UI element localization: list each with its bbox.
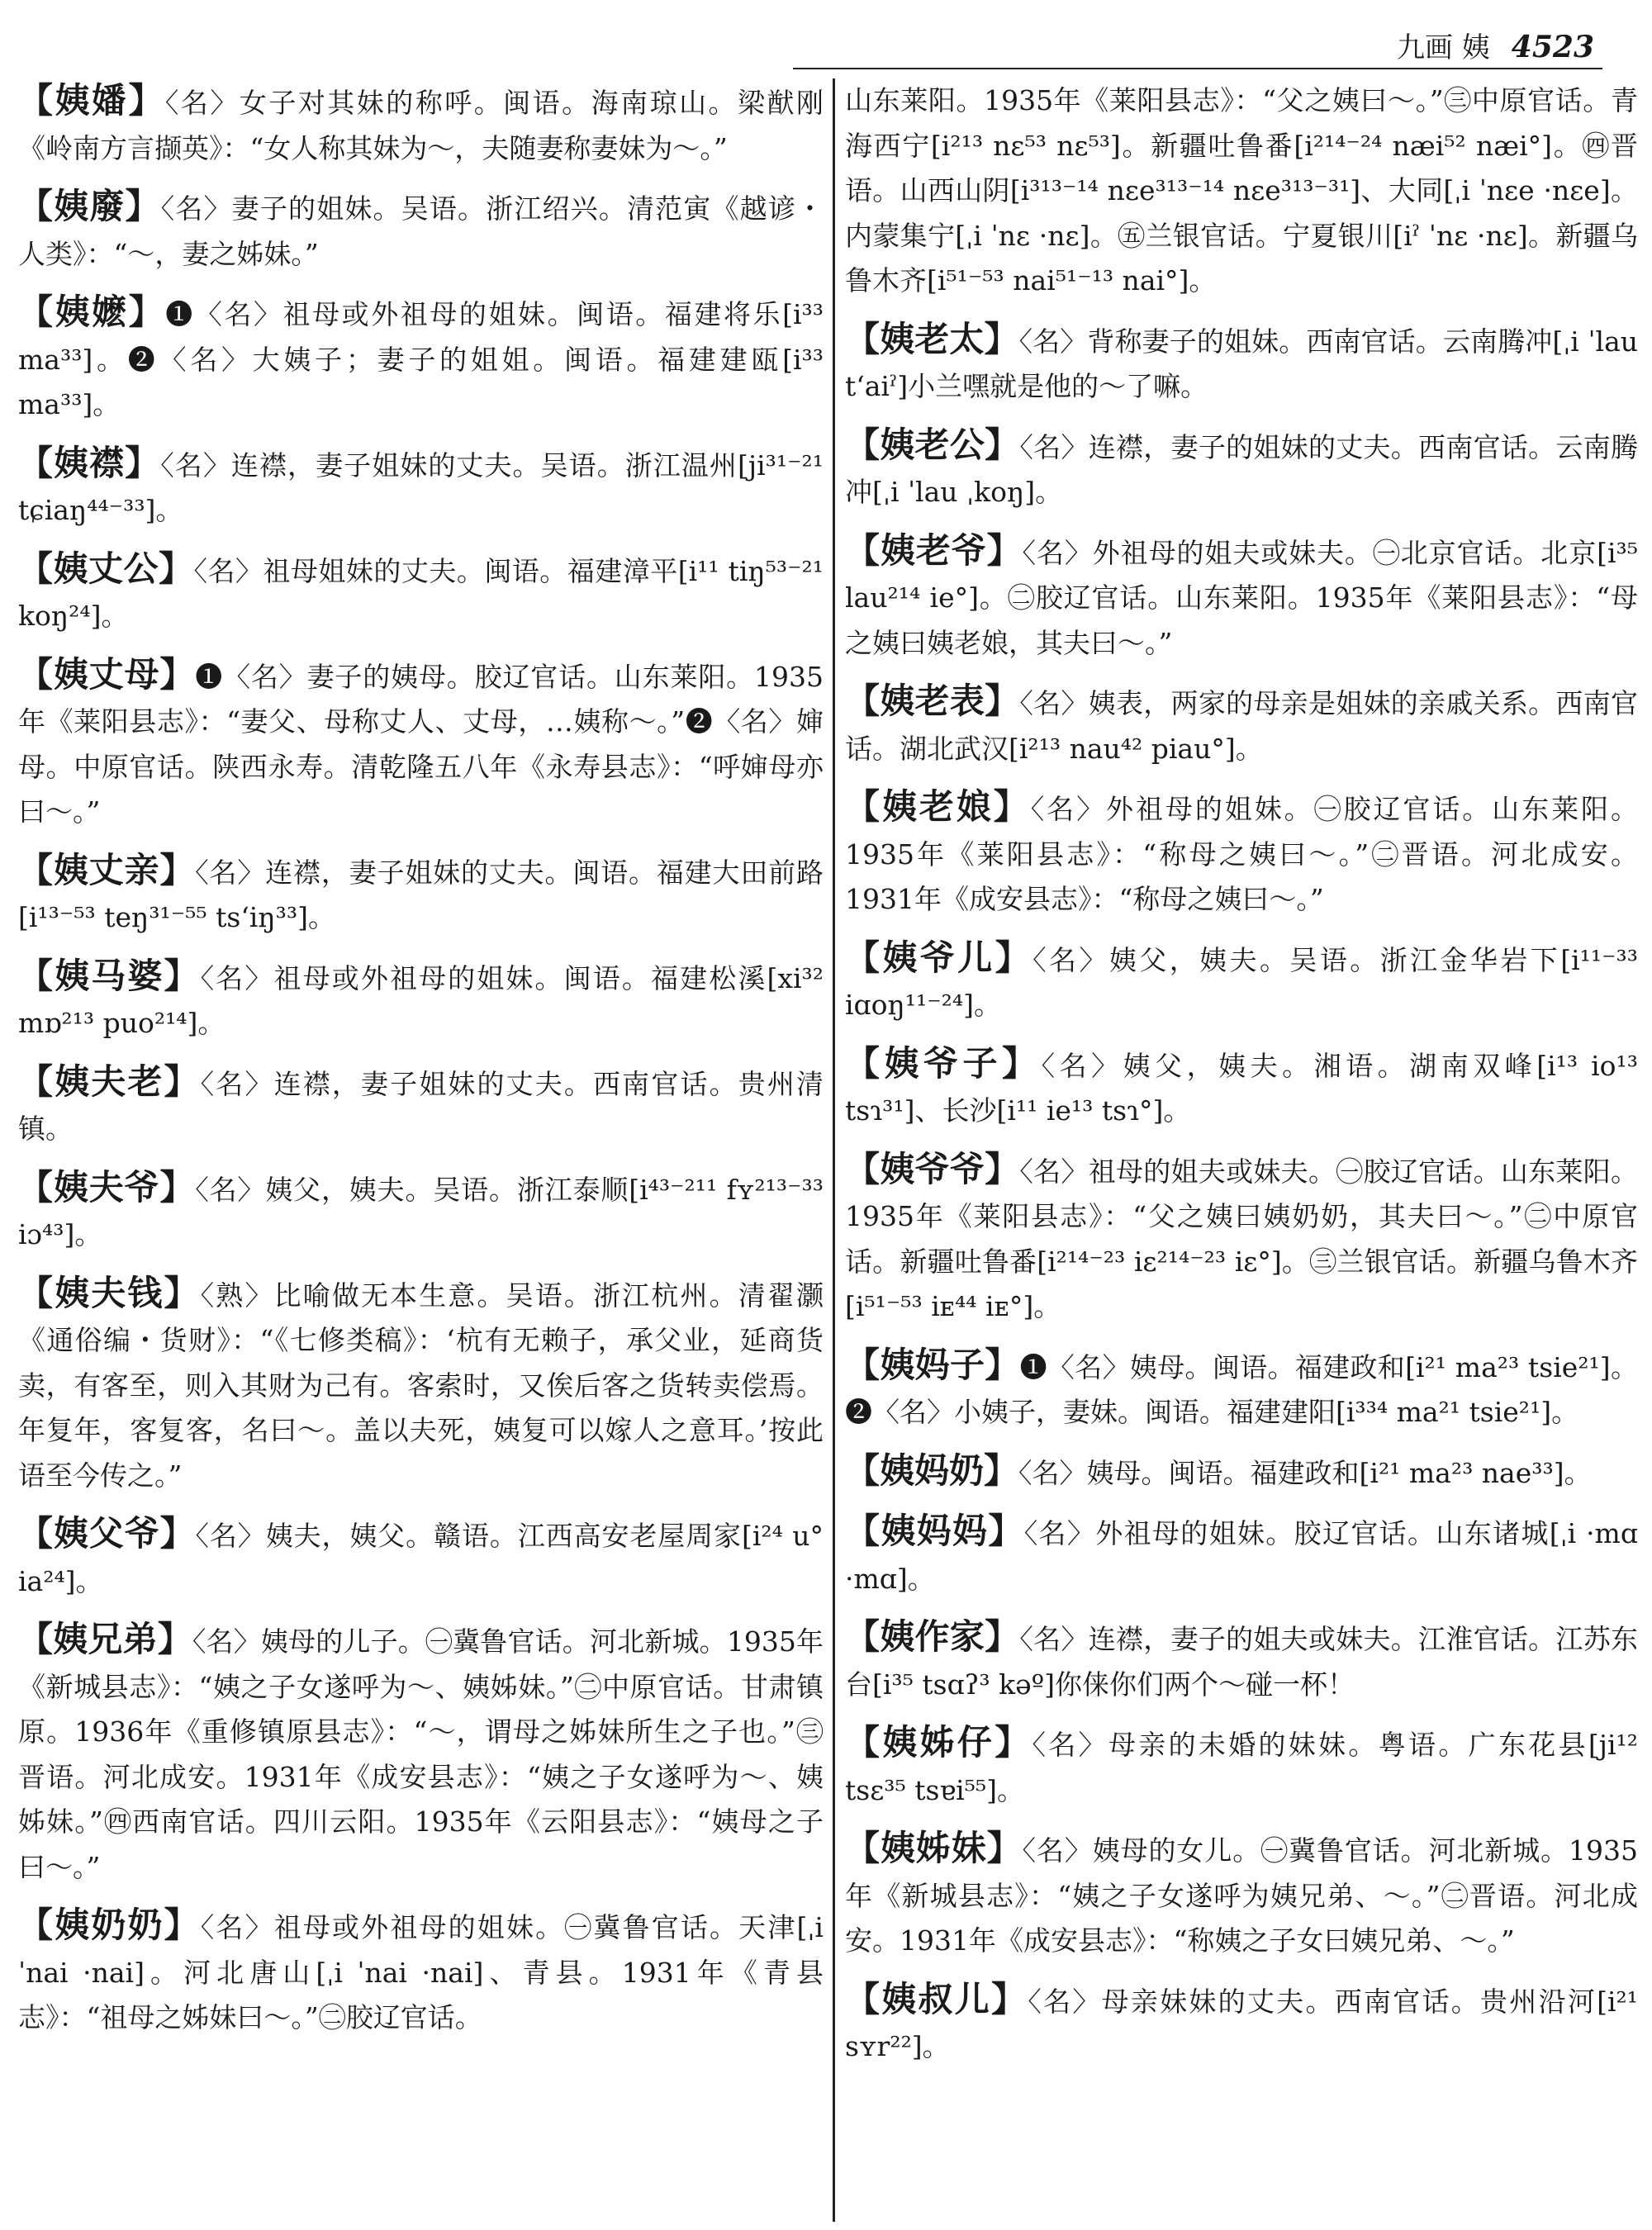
entry-headword: 【姨夫爷】 [18, 1166, 196, 1208]
dictionary-entry [845, 1041, 1638, 1134]
page-number: 4523 [1511, 30, 1594, 64]
entry-headword: 【姨妈子】 [845, 1344, 1020, 1385]
entry-definition: 〈名〉祖母的姐夫或妹夫。㊀胶辽官话。山东莱阳。1935年《莱阳县志》：“父之姨曰姨奶奶，其夫曰～。”㊁中原官话。新疆吐鲁番[i²¹⁴⁻²³ iɛ²¹⁴⁻²³ iɛ°]。㊂兰银官话。新疆乌鲁木齐[i⁵¹⁻⁵³ iᴇ⁴⁴ iᴇ°]。 [845, 1155, 1638, 1322]
entry-definition: 〈名〉姨母。闽语。福建政和[i²¹ ma²³ nae³³]。 [1018, 1456, 1592, 1489]
entry-headword: 【姨老表】 [845, 681, 1020, 721]
dictionary-entry [18, 1060, 824, 1152]
entry-headword: 【姨襟】 [18, 442, 161, 483]
entry-definition: 山东莱阳。1935年《莱阳县志》：“父之姨曰～。”㊂中原官话。青海西宁[i²¹³ nɛ⁵³ nɛ⁵³]。新疆吐鲁番[i²¹⁴⁻²⁴ næi⁵² næi°]。㊃晋语。山西山阴[i³¹³⁻¹⁴ nɛe³¹³⁻¹⁴ nɛe³¹³⁻³¹]、大同[ˌi ˈnɛe ·nɛe]。内蒙集宁[ˌi ˈnɛ ·nɛ]。㊄兰银官话。宁夏银川[iˀ ˈnɛ ·nɛ]。新疆乌鲁木齐[i⁵¹⁻⁵³ nai⁵¹⁻¹³ nai°]。 [845, 84, 1638, 297]
dictionary-entry [845, 1449, 1638, 1497]
entry-headword: 【姨老公】 [845, 424, 1020, 465]
header-rule [793, 68, 1602, 69]
dictionary-entry [18, 78, 824, 171]
entry-definition: 〈名〉姨母的儿子。㊀冀鲁官话。河北新城。1935年《新城县志》：“姨之子女遂呼为～、姨姊妹。”㊁中原官话。甘肃镇原。1936年《重修镇原县志》：“～，谓母之姊妹所生之子也。”㊂晋语。河北成安。1931年《成安县志》：“姨之子女遂呼为～、姨姊妹。”㊃西南官话。四川云阳。1935年《云阳县志》：“姨母之子曰～。” [18, 1625, 824, 1883]
dictionary-entry [845, 785, 1638, 923]
entry-definition: 〈名〉连襟，妻子姐妹的丈夫。西南官话。贵州清镇。 [18, 1067, 824, 1145]
entry-headword: 【姨老爷】 [845, 529, 1023, 571]
dictionary-entry [845, 1977, 1638, 2070]
entry-definition: 〈名〉连襟，妻子姐妹的丈夫。闽语。福建大田前路[i¹³⁻⁵³ teŋ³¹⁻⁵⁵ ts‘iŋ³³]。 [18, 856, 824, 933]
entry-definition: 〈名〉祖母或外祖母的姐妹。㊀冀鲁官话。天津[ˌi ˈnai ·nai]。河北唐山[ˌi ˈnai ·nai]、青县。1931年《青县志》：“祖母之姊妹曰～。”㊁胶辽官话。 [18, 1911, 824, 2033]
entry-definition: ❶〈名〉妻子的姨母。胶辽官话。山东莱阳。1935年《莱阳县志》：“妻父、母称丈人、丈母，…姨称～。”❷〈名〉婶母。中原官话。陕西永寿。清乾隆五八年《永寿县志》：“呼婶母亦曰～。” [18, 660, 824, 828]
dictionary-entry [18, 290, 824, 428]
entry-headword: 【姨老太】 [845, 318, 1019, 359]
dictionary-entry [18, 184, 824, 277]
entry-headword: 【姨兄弟】 [18, 1619, 192, 1659]
entry-headword: 【姨妈妈】 [845, 1511, 1024, 1551]
dictionary-entry [18, 1271, 824, 1499]
entry-definition: 〈名〉姨母的女儿。㊀冀鲁官话。河北新城。1935年《新城县志》：“姨之子女遂呼为姨兄弟、～。”㊁晋语。河北成安。1931年《成安县志》：“称姨之子女曰姨兄弟、～。” [845, 1834, 1638, 1957]
entry-headword: 【姨爷儿】 [845, 937, 1033, 978]
entry-headword: 【姨姊妹】 [845, 1828, 1023, 1868]
entry-definition: 〈名〉姨表，两家的母亲是姐妹的亲戚关系。西南官话。湖北武汉[i²¹³ nau⁴² piau°]。 [845, 687, 1638, 765]
dictionary-entry [845, 1343, 1638, 1435]
dictionary-entry [845, 78, 1638, 304]
entry-definition: 〈名〉母亲的未婚的妹妹。粤语。广东花县[ji¹² tsɛ³⁵ tsɐi⁵⁵]。 [845, 1729, 1638, 1806]
dictionary-entry [845, 1826, 1638, 1964]
dictionary-entry [18, 848, 824, 941]
dictionary-entry [18, 547, 824, 639]
dictionary-entry [18, 1165, 824, 1258]
dictionary-entry [845, 423, 1638, 515]
entry-definition: 〈名〉祖母或外祖母的姐妹。闽语。福建松溪[xi³² mɒ²¹³ puo²¹⁴]。 [18, 961, 824, 1039]
entry-definition: 〈名〉背称妻子的姐妹。西南官话。云南腾冲[ˌi ˈlau t‘aiˀ]小兰嘿就是他的～了嘛。 [845, 325, 1638, 402]
entry-definition: 〈名〉外祖母的姐夫或妹夫。㊀北京官话。北京[i³⁵ lau²¹⁴ ie°]。㊁胶辽官话。山东莱阳。1935年《莱阳县志》：“母之姨曰姨老娘，其夫曰～。” [845, 536, 1638, 659]
entry-headword: 【姨丈公】 [18, 548, 194, 589]
entry-definition: 〈名〉姨父，姨夫。吴语。浙江泰顺[i⁴³⁻²¹¹ fʏ²¹³⁻³³ iɔ⁴³]。 [18, 1173, 824, 1250]
column-divider [833, 78, 835, 2222]
entry-definition: 〈名〉连襟，妻子姐妹的丈夫。吴语。浙江温州[ji³¹⁻²¹ tɕiaŋ⁴⁴⁻³³]。 [18, 448, 824, 526]
entry-headword: 【姨叔儿】 [845, 1978, 1028, 2019]
page-header [1397, 25, 1594, 66]
entry-definition: 〈熟〉比喻做无本生意。吴语。浙江杭州。清翟灏《通俗编・货财》：“《七修类稿》：‘杭有无赖子，承父业，延商货卖，有客至，则入其财为己有。客索时，又俟后客之货转卖偿焉。年复年，客复客，名曰～。盖以夫死，姨复可以嫁人之意耳。’按此语至今传之。” [18, 1279, 824, 1492]
entry-definition: 〈名〉姨夫，姨父。赣语。江西高安老屋周家[i²⁴ u° ia²⁴]。 [18, 1520, 824, 1597]
entry-headword: 【姨老娘】 [845, 786, 1031, 827]
entry-headword: 【姨马婆】 [18, 955, 201, 996]
entry-headword: 【姨嬏】 [18, 80, 165, 121]
right-column [845, 78, 1638, 2213]
entry-definition: 〈名〉妻子的姐妹。吴语。浙江绍兴。清范寅《越谚・人类》：“～，妻之姊妹。” [18, 192, 824, 270]
entry-headword: 【姨父爷】 [18, 1513, 196, 1554]
dictionary-entry [845, 1615, 1638, 1707]
entry-headword: 【姨爷子】 [845, 1042, 1042, 1084]
dictionary-entry [18, 1903, 824, 2041]
entry-headword: 【姨奶奶】 [18, 1905, 201, 1945]
dictionary-entry [845, 679, 1638, 771]
dictionary-entry [18, 441, 824, 534]
entry-headword: 【姨廢】 [18, 186, 161, 226]
entry-definition: 〈名〉祖母姐妹的丈夫。闽语。福建漳平[i¹¹ tiŋ⁵³⁻²¹ koŋ²⁴]。 [18, 554, 824, 632]
entry-headword: 【姨夫钱】 [18, 1272, 201, 1313]
entry-headword: 【姨嬷】 [18, 292, 166, 332]
dictionary-entry [18, 954, 824, 1046]
entry-definition: 〈名〉连襟，妻子的姐夫或妹夫。江淮官话。江苏东台[i³⁵ tsɑʔ³ kəº]你俫你们两个～碰一杯！ [845, 1623, 1638, 1701]
entry-definition: 〈名〉外祖母的姐妹。㊀胶辽官话。山东莱阳。1935年《莱阳县志》：“称母之姨曰～。”㊁晋语。河北成安。1931年《成安县志》：“称母之姨曰～。” [845, 793, 1638, 915]
entry-definition: ❶〈名〉祖母或外祖母的姐妹。闽语。福建将乐[i³³ ma³³]。❷〈名〉大姨子；妻子的姐姐。闽语。福建建瓯[i³³ ma³³]。 [18, 298, 824, 420]
entry-headword: 【姨姊仔】 [845, 1722, 1032, 1763]
entry-definition: 〈名〉外祖母的姐妹。胶辽官话。山东诸城[ˌi ·mɑ ·mɑ]。 [845, 1517, 1638, 1595]
section-label: 九画 姨 [1396, 31, 1490, 64]
dictionary-entry [845, 1147, 1638, 1330]
dictionary-entry [845, 529, 1638, 667]
dictionary-entry [845, 317, 1638, 410]
dictionary-entry [18, 1511, 824, 1604]
entry-definition: ❶〈名〉姨母。闽语。福建政和[i²¹ ma²³ tsie²¹]。❷〈名〉小姨子，妻妹。闽语。福建建阳[i³³⁴ ma²¹ tsie²¹]。 [845, 1350, 1638, 1428]
dictionary-entry [845, 936, 1638, 1028]
dictionary-entry [18, 652, 824, 835]
left-column [18, 78, 824, 2213]
entry-definition: 〈名〉姨父，姨夫。吴语。浙江金华岩下[i¹¹⁻³³ iɑoŋ¹¹⁻²⁴]。 [845, 943, 1638, 1021]
dictionary-entry [18, 1617, 824, 1890]
entry-headword: 【姨夫老】 [18, 1060, 201, 1102]
entry-definition: 〈名〉女子对其妹的称呼。闽语。海南琼山。梁猷刚《岭南方言撷英》：“女人称其妹为～，夫随妻称妻妹为～。” [18, 87, 824, 164]
entry-headword: 【姨爷爷】 [845, 1148, 1020, 1189]
entry-headword: 【姨丈母】 [18, 653, 196, 695]
entry-headword: 【姨妈奶】 [845, 1450, 1019, 1491]
entry-headword: 【姨丈亲】 [18, 849, 196, 890]
dictionary-entry [845, 1720, 1638, 1813]
entry-definition: 〈名〉连襟，妻子的姐妹的丈夫。西南官话。云南腾冲[ˌi ˈlau ˌkoŋ]。 [845, 430, 1638, 508]
entry-definition: 〈名〉姨父，姨夫。湘语。湖南双峰[i¹³ io¹³ tsɿ³¹]、长沙[i¹¹ ie¹³ tsɿ°]。 [845, 1049, 1638, 1127]
entry-definition: 〈名〉母亲妹妹的丈夫。西南官话。贵州沿河[i²¹ sʏr²²]。 [845, 1985, 1638, 2062]
entry-headword: 【姨作家】 [845, 1616, 1020, 1657]
dictionary-entry [845, 1509, 1638, 1601]
